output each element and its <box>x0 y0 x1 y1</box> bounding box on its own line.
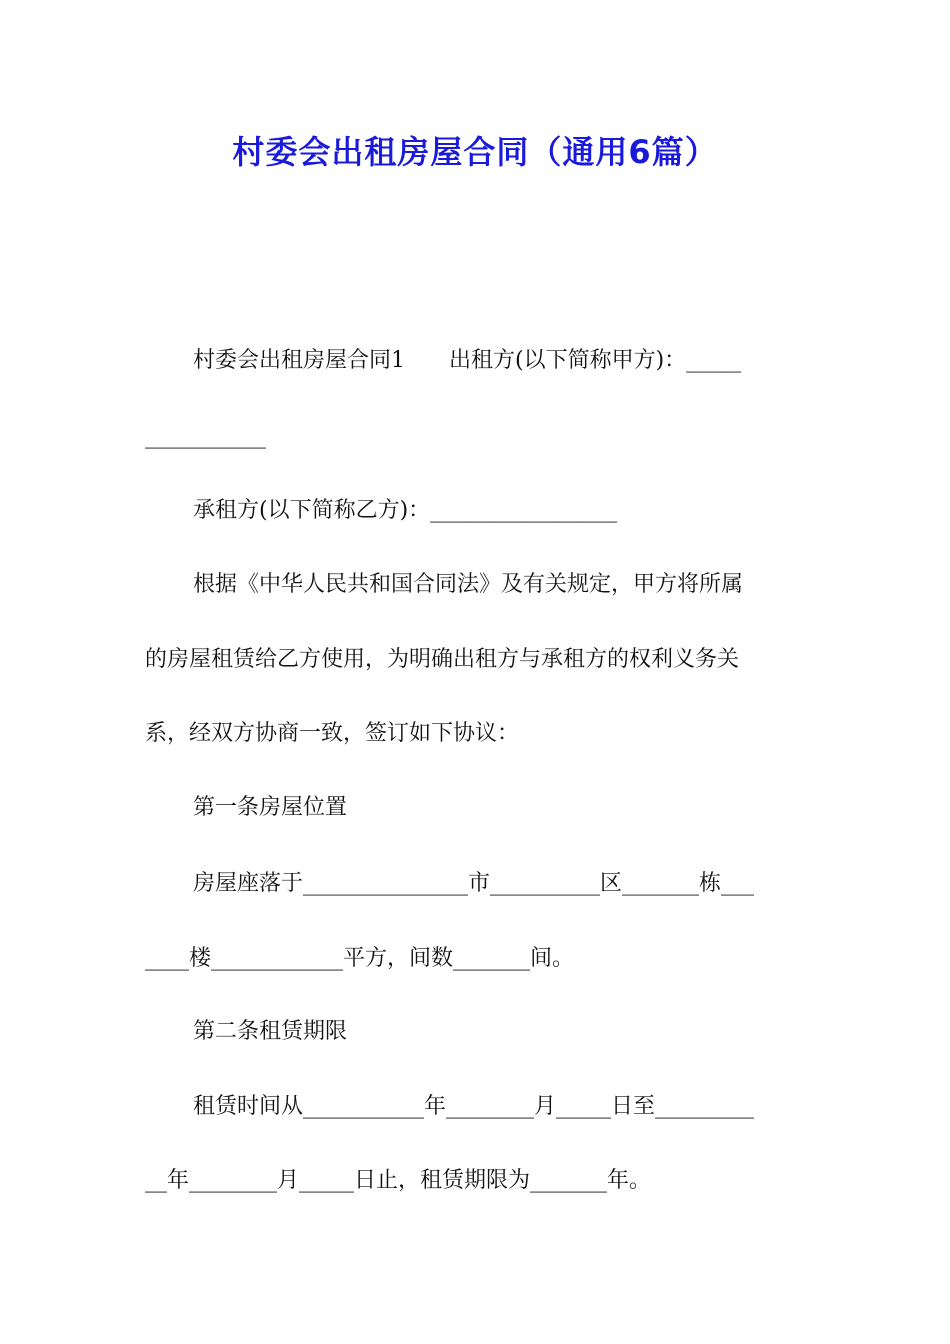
house-location-line-1: 房屋座落于_______________市__________区_______栋___ <box>193 871 755 896</box>
contract-heading-and-lessor-line: 村委会出租房屋合同1 出租方(以下简称甲方)：_____ <box>193 348 742 373</box>
preamble-line-2: 的房屋租赁给乙方使用，为明确出租方与承租方的权利义务关 <box>145 647 740 672</box>
document-title: 村委会出租房屋合同（通用6篇） <box>232 133 718 171</box>
house-location-line-2: ____楼____________平方，间数_______间。 <box>145 946 575 971</box>
article-2-heading: 第二条租赁期限 <box>193 1019 348 1044</box>
article-1-heading: 第一条房屋位置 <box>193 795 348 820</box>
lessee-line: 承租方(以下简称乙方)：_________________ <box>193 498 618 523</box>
preamble-line-3: 系，经双方协商一致，签订如下协议： <box>145 721 520 746</box>
preamble-line-1: 根据《中华人民共和国合同法》及有关规定，甲方将所属 <box>193 572 744 597</box>
lease-term-line-1: 租赁时间从___________年________月_____日至_________ <box>193 1094 755 1119</box>
lease-term-line-2: __年________月_____日止，租赁期限为_______年。 <box>145 1168 652 1193</box>
lessor-blank-continuation: ___________ <box>145 424 266 449</box>
